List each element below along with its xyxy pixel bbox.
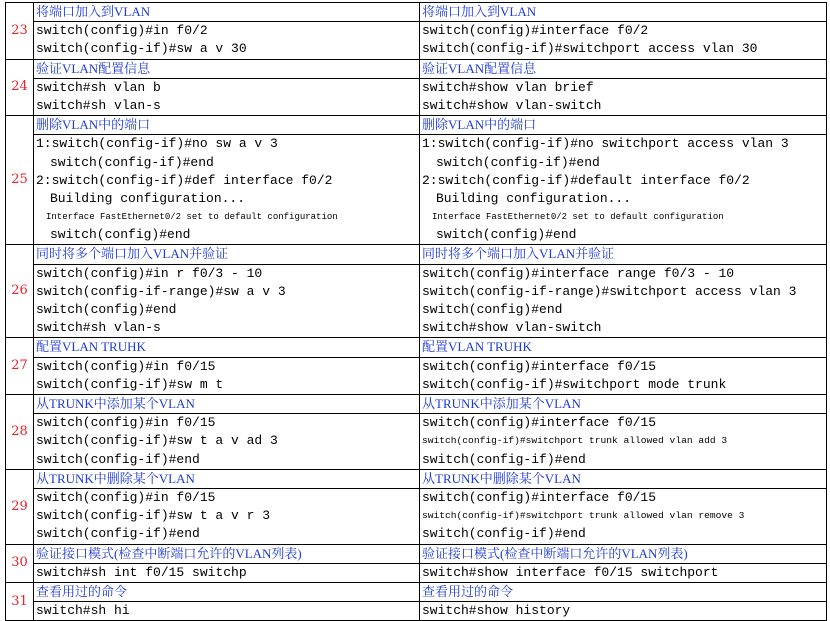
section-title-full: 将端口加入到VLAN	[420, 3, 827, 22]
abbr-commands	[34, 264, 420, 338]
command-line: switch(config-if)#end	[50, 154, 214, 170]
command-line: switch#show interface f0/15 switchport	[422, 564, 719, 580]
command-line: switch(config-if)#switchport mode trunk	[422, 376, 727, 392]
row-30-title	[6, 544, 827, 563]
row-number: 24	[6, 59, 34, 116]
section-title-full: 删除VLAN中的端口	[420, 116, 827, 135]
command-line: switch#sh hi	[36, 603, 130, 619]
command-line: switch(config-if-range)#switchport access vlan 3	[422, 283, 797, 299]
full-commands	[420, 135, 827, 245]
row-31-title	[6, 582, 827, 601]
command-line: switch(config-if)#end	[436, 154, 600, 170]
full-commands	[420, 357, 827, 394]
command-line: switch(config)#in f0/15	[36, 415, 216, 431]
abbr-commands	[34, 563, 420, 582]
command-line: switch(config)#in r f0/3 - 10	[36, 265, 263, 281]
command-line: switch(config-if)#sw a v 30	[36, 41, 247, 57]
command-line: switch#sh vlan-s	[36, 320, 161, 336]
abbr-commands	[34, 22, 420, 59]
abbr-commands	[34, 135, 420, 245]
section-title-full: 从TRUNK中添加某个VLAN	[420, 395, 827, 414]
section-title-abbr: 验证接口模式(检查中断端口允许的VLAN列表)	[34, 544, 420, 563]
section-title-abbr: 验证VLAN配置信息	[34, 59, 420, 78]
row-31-code	[6, 602, 827, 621]
command-line: switch(config)#interface f0/15	[422, 489, 657, 505]
command-line: switch(config-if)#sw m t	[36, 376, 224, 392]
section-title-full: 同时将多个端口加入VLAN并验证	[420, 245, 827, 264]
command-line: switch(config-if)#sw t a v r 3	[36, 508, 271, 524]
abbr-commands	[34, 78, 420, 115]
command-line: switch(config-if)#switchport trunk allowed vlan add 3	[422, 435, 728, 447]
full-commands	[420, 563, 827, 582]
command-line: 2:switch(config-if)#def interface f0/2	[36, 172, 333, 188]
row-number: 28	[6, 395, 34, 470]
section-title-abbr: 同时将多个端口加入VLAN并验证	[34, 245, 420, 264]
command-line: switch(config-if)#end	[422, 526, 586, 542]
command-line: switch(config)#end	[436, 227, 577, 243]
abbr-commands	[34, 357, 420, 394]
section-title-abbr: 将端口加入到VLAN	[34, 3, 420, 22]
section-title-abbr: 删除VLAN中的端口	[34, 116, 420, 135]
full-commands	[420, 264, 827, 338]
row-28-title	[6, 395, 827, 414]
command-line: switch(config)#end	[50, 227, 191, 243]
command-line: switch(config-if)#end	[36, 526, 200, 542]
command-line: switch#sh int f0/15 switchp	[36, 564, 247, 580]
row-27-title	[6, 338, 827, 357]
row-25-code	[6, 135, 827, 245]
row-23-title	[6, 3, 827, 22]
command-line: switch(config-if)#sw t a v ad 3	[36, 433, 278, 449]
command-line: switch(config-if)#switchport access vlan 30	[422, 41, 758, 57]
command-line: Building configuration...	[436, 190, 632, 206]
row-24-code	[6, 78, 827, 115]
section-title-full: 验证VLAN配置信息	[420, 59, 827, 78]
command-line: switch(config-if)#switchport trunk allowed vlan remove 3	[422, 510, 745, 522]
command-line: switch(config)#in f0/15	[36, 358, 216, 374]
abbr-commands	[34, 488, 420, 544]
section-title-full: 验证接口模式(检查中断端口允许的VLAN列表)	[420, 544, 827, 563]
row-number: 27	[6, 338, 34, 395]
full-commands	[420, 414, 827, 470]
full-commands	[420, 22, 827, 59]
row-26-code	[6, 264, 827, 338]
command-line: Interface FastEthernet0/2 set to default configuration	[46, 212, 338, 223]
command-line: switch#show vlan-switch	[422, 320, 602, 336]
command-line: switch(config)#in f0/15	[36, 489, 216, 505]
row-23-code	[6, 22, 827, 59]
section-title-full: 配置VLAN TRUHK	[420, 338, 827, 357]
row-27-code	[6, 357, 827, 394]
command-line: switch(config)#in f0/2	[36, 23, 208, 39]
row-28-code	[6, 414, 827, 470]
row-30-code	[6, 563, 827, 582]
command-line: switch#show vlan brief	[422, 79, 594, 95]
row-26-title	[6, 245, 827, 264]
command-table	[5, 2, 827, 621]
section-title-abbr: 配置VLAN TRUHK	[34, 338, 420, 357]
row-number: 23	[6, 3, 34, 60]
command-line: 1:switch(config-if)#no switchport access vlan 3	[422, 136, 789, 152]
command-line: switch(config-if)#end	[422, 451, 586, 467]
command-line: switch(config)#interface range f0/3 - 10	[422, 265, 735, 281]
command-line: switch#show history	[422, 603, 571, 619]
section-title-abbr: 从TRUNK中添加某个VLAN	[34, 395, 420, 414]
command-line: switch(config)#interface f0/15	[422, 358, 657, 374]
section-title-abbr: 查看用过的命令	[34, 582, 420, 601]
row-number: 30	[6, 544, 34, 582]
abbr-commands	[34, 414, 420, 470]
abbr-commands	[34, 602, 420, 621]
command-line: switch(config-if-range)#sw a v 3	[36, 283, 286, 299]
command-line: switch#show vlan-switch	[422, 97, 602, 113]
full-commands	[420, 78, 827, 115]
row-number: 26	[6, 245, 34, 338]
command-line: 1:switch(config-if)#no sw a v 3	[36, 136, 278, 152]
row-number: 29	[6, 469, 34, 544]
command-line: Interface FastEthernet0/2 set to default configuration	[432, 212, 724, 223]
row-number: 31	[6, 582, 34, 620]
full-commands	[420, 488, 827, 544]
row-25-title	[6, 116, 827, 135]
section-title-abbr: 从TRUNK中删除某个VLAN	[34, 469, 420, 488]
full-commands	[420, 602, 827, 621]
command-line: switch(config)#end	[36, 302, 177, 318]
command-line: Building configuration...	[50, 190, 246, 206]
row-29-title	[6, 469, 827, 488]
command-line: switch(config)#interface f0/15	[422, 415, 657, 431]
section-title-full: 从TRUNK中删除某个VLAN	[420, 469, 827, 488]
command-line: switch(config-if)#end	[36, 451, 200, 467]
command-line: switch#sh vlan b	[36, 79, 161, 95]
row-number: 25	[6, 116, 34, 245]
section-title-full: 查看用过的命令	[420, 582, 827, 601]
command-line: switch(config)#end	[422, 302, 563, 318]
command-line: switch#sh vlan-s	[36, 97, 161, 113]
command-line: switch(config)#interface f0/2	[422, 23, 649, 39]
row-29-code	[6, 488, 827, 544]
command-line: 2:switch(config-if)#default interface f0/2	[422, 172, 750, 188]
row-24-title	[6, 59, 827, 78]
